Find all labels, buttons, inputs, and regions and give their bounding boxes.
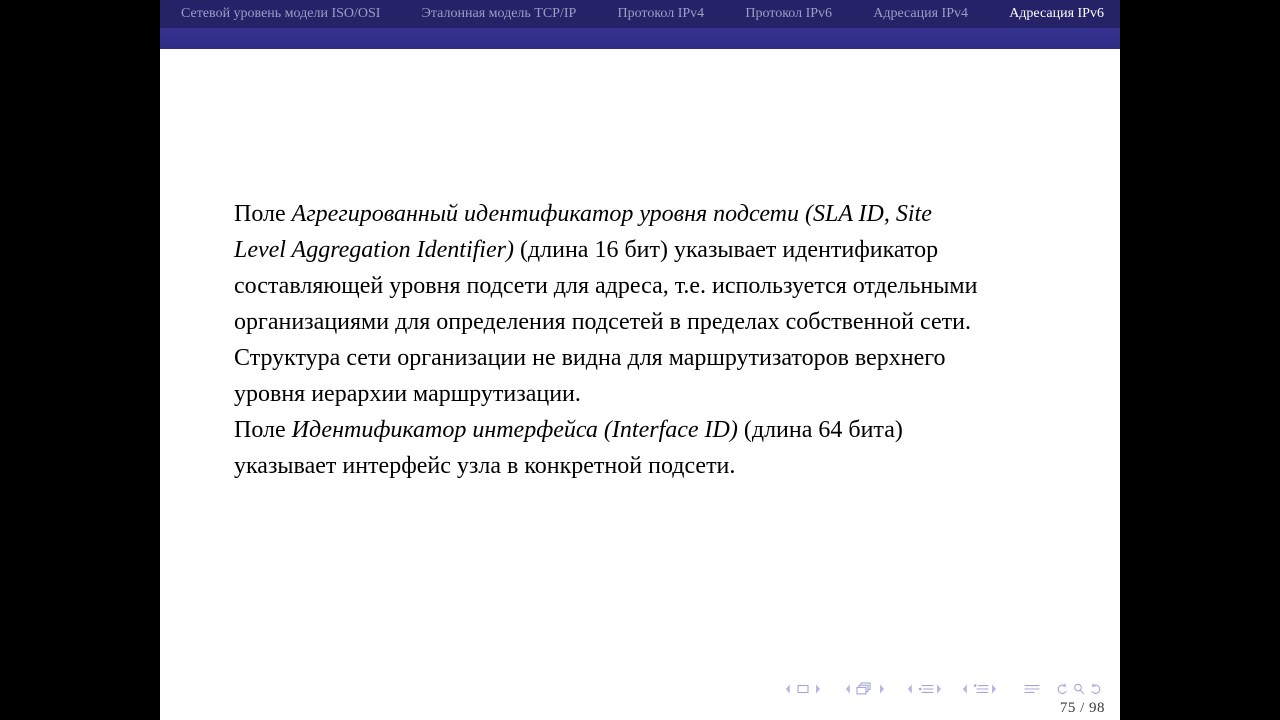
prev-subsection-icon[interactable] xyxy=(908,684,912,693)
back-history-icon[interactable] xyxy=(1058,683,1066,693)
slide-icon[interactable] xyxy=(798,686,808,693)
letterbox-left xyxy=(0,0,160,720)
section-navbar xyxy=(160,0,1120,49)
slide-nav-group[interactable] xyxy=(786,684,820,693)
prev-slide-icon[interactable] xyxy=(786,684,790,693)
text-line: составляющей уровня подсети для адреса, т.е. используется отдельными xyxy=(234,273,978,299)
section-tab-1[interactable]: Сетевой уровень модели ISO/OSI xyxy=(181,6,381,21)
text-line: Поле Идентификатор интерфейса (Interface ID) (длина 64 бита) xyxy=(234,417,903,443)
text-line: Level Aggregation Identifier) (длина 16 бит) указывает идентификатор xyxy=(234,237,939,263)
prev-section-icon[interactable] xyxy=(963,684,967,693)
forward-history-icon[interactable] xyxy=(1092,683,1100,693)
section-nav-group[interactable] xyxy=(963,684,996,693)
search-icon[interactable] xyxy=(1075,684,1084,693)
next-section-icon[interactable] xyxy=(992,684,996,693)
appendix-icon[interactable] xyxy=(1025,686,1039,693)
letterbox-right xyxy=(1120,0,1280,720)
section-list-icon[interactable] xyxy=(974,684,988,692)
next-slide-icon[interactable] xyxy=(816,684,820,693)
history-search-group[interactable] xyxy=(1058,683,1100,693)
subsection-nav-group[interactable] xyxy=(908,684,941,693)
slide xyxy=(160,0,1120,720)
text-line: указывает интерфейс узла в конкретной подсети. xyxy=(234,453,736,479)
section-tab-5[interactable]: Адресация IPv4 xyxy=(873,6,969,21)
frame-nav-group[interactable] xyxy=(846,683,884,694)
navigation-symbols xyxy=(785,681,1110,697)
section-tab-3[interactable]: Протокол IPv4 xyxy=(617,6,705,21)
prev-frame-icon[interactable] xyxy=(846,684,850,693)
text-line: организациями для определения подсетей в пределах собственной сети. xyxy=(234,309,971,335)
section-tab-4[interactable]: Протокол IPv6 xyxy=(745,6,833,21)
page-indicator: 75 / 98 xyxy=(1059,700,1105,716)
subsection-bar xyxy=(160,28,1120,49)
section-tab-2[interactable]: Эталонная модель TCP/IP xyxy=(421,6,577,21)
text-line: Поле Агрегированный идентификатор уровня подсети (SLA ID, Site xyxy=(234,201,932,227)
frames-icon[interactable] xyxy=(857,683,870,694)
text-line: Структура сети организации не видна для маршрутизаторов верхнего xyxy=(234,345,946,371)
text-line: уровня иерархии маршрутизации. xyxy=(234,381,581,407)
next-frame-icon[interactable] xyxy=(880,684,884,693)
next-subsection-icon[interactable] xyxy=(937,684,941,693)
section-tab-6[interactable]: Адресация IPv6 xyxy=(1009,6,1104,21)
body-text xyxy=(234,196,1120,484)
section-tabs-row xyxy=(160,0,1120,28)
subsection-list-icon[interactable] xyxy=(919,686,933,693)
